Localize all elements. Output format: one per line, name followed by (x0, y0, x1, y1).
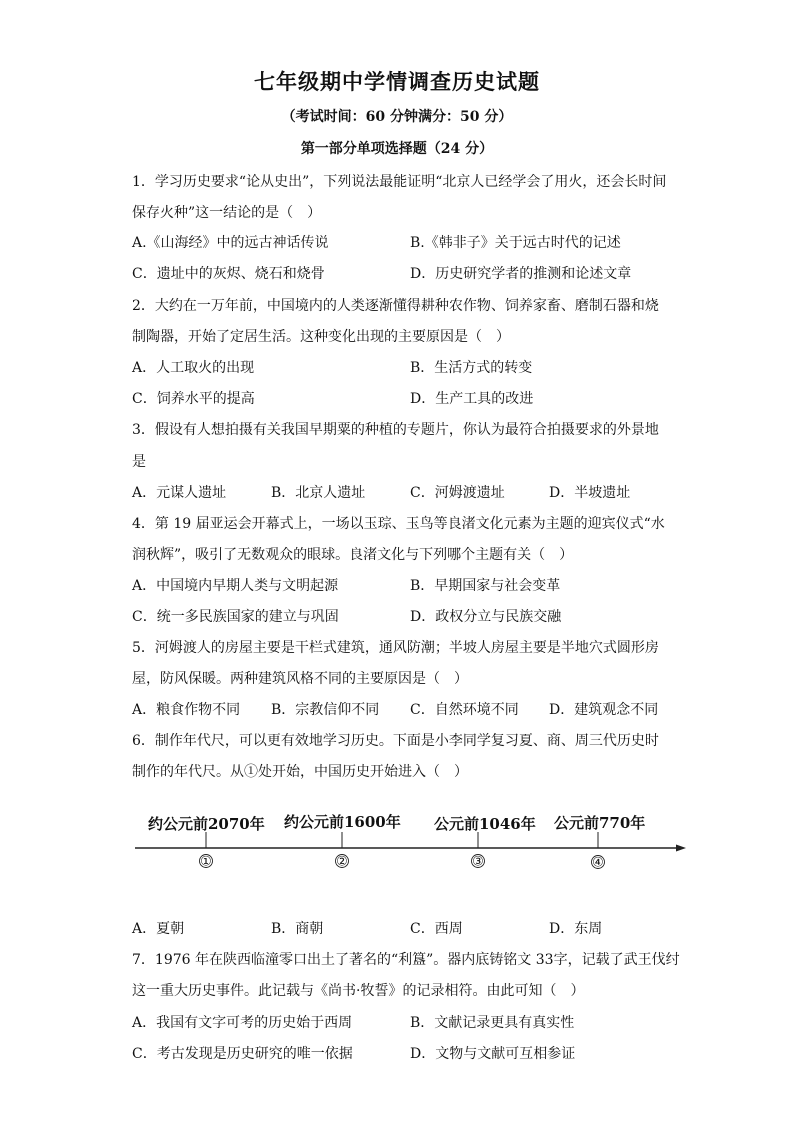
timeline-arrow-icon (676, 845, 686, 852)
timeline-label-3: 公元前1046年 (434, 815, 536, 833)
q2-option-c: C．饲养水平的提高 (132, 391, 255, 407)
question-3-line-1: 3．假设有人想拍摄有关我国早期粟的种植的专题片，你认为最符合拍摄要求的外景地 (132, 422, 659, 438)
q1-option-a: A.《山海经》中的远古神话传说 (132, 235, 329, 251)
q5-option-b: B．宗教信仰不同 (271, 702, 380, 718)
question-2-line-1: 2．大约在一万年前，中国境内的人类逐渐懂得耕种农作物、饲养家畜、磨制石器和烧 (132, 298, 659, 314)
q4-option-c: C．统一多民族国家的建立与巩固 (132, 609, 339, 625)
timeline-label-2: 约公元前1600年 (284, 813, 401, 831)
q1-option-c: C．遗址中的灰烬、烧石和烧骨 (132, 266, 325, 282)
question-3-line-2: 是 (132, 454, 146, 470)
q1-option-b: B.《韩非子》关于远古时代的记述 (410, 235, 621, 251)
q6-option-a: A．夏朝 (132, 921, 185, 937)
question-4-line-2: 润秋辉”，吸引了无数观众的眼球。良渚文化与下列哪个主题有关（ ） (132, 547, 574, 563)
exam-title: 七年级期中学情调查历史试题 (254, 69, 540, 94)
timeline-marker-3: ③ (472, 854, 484, 870)
q3-option-b: B．北京人遗址 (271, 485, 366, 501)
timeline-marker-4: ④ (592, 855, 604, 871)
q5-option-a: A．粮食作物不同 (132, 702, 241, 718)
timeline-label-1: 约公元前2070年 (148, 815, 265, 833)
q3-option-c: C．河姆渡遗址 (410, 485, 505, 501)
q5-option-c: C．自然环境不同 (410, 702, 519, 718)
question-4-line-1: 4．第 19 届亚运会开幕式上，一场以玉琮、玉鸟等良渚文化元素为主题的迎宾仪式“水 (132, 516, 665, 532)
timeline-label-4: 公元前770年 (554, 814, 646, 832)
q6-option-b: B．商朝 (271, 921, 324, 937)
question-7-line-2: 这一重大历史事件。此记载与《尚书·牧誓》的记录相符。由此可知（ ） (132, 983, 585, 999)
question-6-line-2: 制作的年代尺。从①处开始，中国历史开始进入（ ） (132, 764, 468, 780)
section-heading: 第一部分单项选择题（24 分） (300, 141, 494, 157)
q2-option-a: A．人工取火的出现 (132, 360, 255, 376)
q6-option-d: D．东周 (549, 921, 603, 937)
question-6-line-1: 6．制作年代尺，可以更有效地学习历史。下面是小李同学复习夏、商、周三代历史时 (132, 733, 659, 749)
q7-option-a: A．我国有文字可考的历史始于西周 (132, 1015, 353, 1031)
question-1-line-2: 保存火种”这一结论的是（ ） (132, 205, 322, 221)
q4-option-d: D．政权分立与民族交融 (410, 609, 562, 625)
question-2-line-2: 制陶器，开始了定居生活。这种变化出现的主要原因是（ ） (132, 329, 510, 345)
q3-option-a: A．元谋人遗址 (132, 485, 227, 501)
q7-option-c: C．考古发现是历史研究的唯一依据 (132, 1046, 353, 1062)
q4-option-b: B．早期国家与社会变革 (410, 578, 561, 594)
q2-option-b: B．生活方式的转变 (410, 360, 533, 376)
q3-option-d: D．半坡遗址 (549, 485, 631, 501)
question-7-line-1: 7．1976 年在陕西临潼零口出土了著名的“利簋”。器内底铸铭文 33字，记载了武王伐纣 (132, 952, 680, 968)
question-1-line-1: 1．学习历史要求“论从史出”，下列说法最能证明“北京人已经学会了用火，还会长时间 (132, 174, 667, 190)
question-5-line-2: 屋，防风保暖。两种建筑风格不同的主要原因是（ ） (132, 671, 468, 687)
exam-subtitle: （考试时间：60 分钟满分：50 分） (281, 109, 513, 125)
q5-option-d: D．建筑观念不同 (549, 702, 659, 718)
q1-option-d: D．历史研究学者的推测和论述文章 (410, 266, 632, 282)
question-5-line-1: 5．河姆渡人的房屋主要是干栏式建筑，通风防潮；半坡人房屋主要是半地穴式圆形房 (132, 640, 659, 656)
q4-option-a: A．中国境内早期人类与文明起源 (132, 578, 339, 594)
timeline-marker-1: ① (200, 854, 212, 870)
timeline-chart (130, 805, 690, 885)
q7-option-b: B．文献记录更具有真实性 (410, 1015, 575, 1031)
q7-option-d: D．文物与文献可互相参证 (410, 1046, 576, 1062)
q6-option-c: C．西周 (410, 921, 463, 937)
timeline-marker-2: ② (336, 854, 348, 870)
q2-option-d: D．生产工具的改进 (410, 391, 534, 407)
